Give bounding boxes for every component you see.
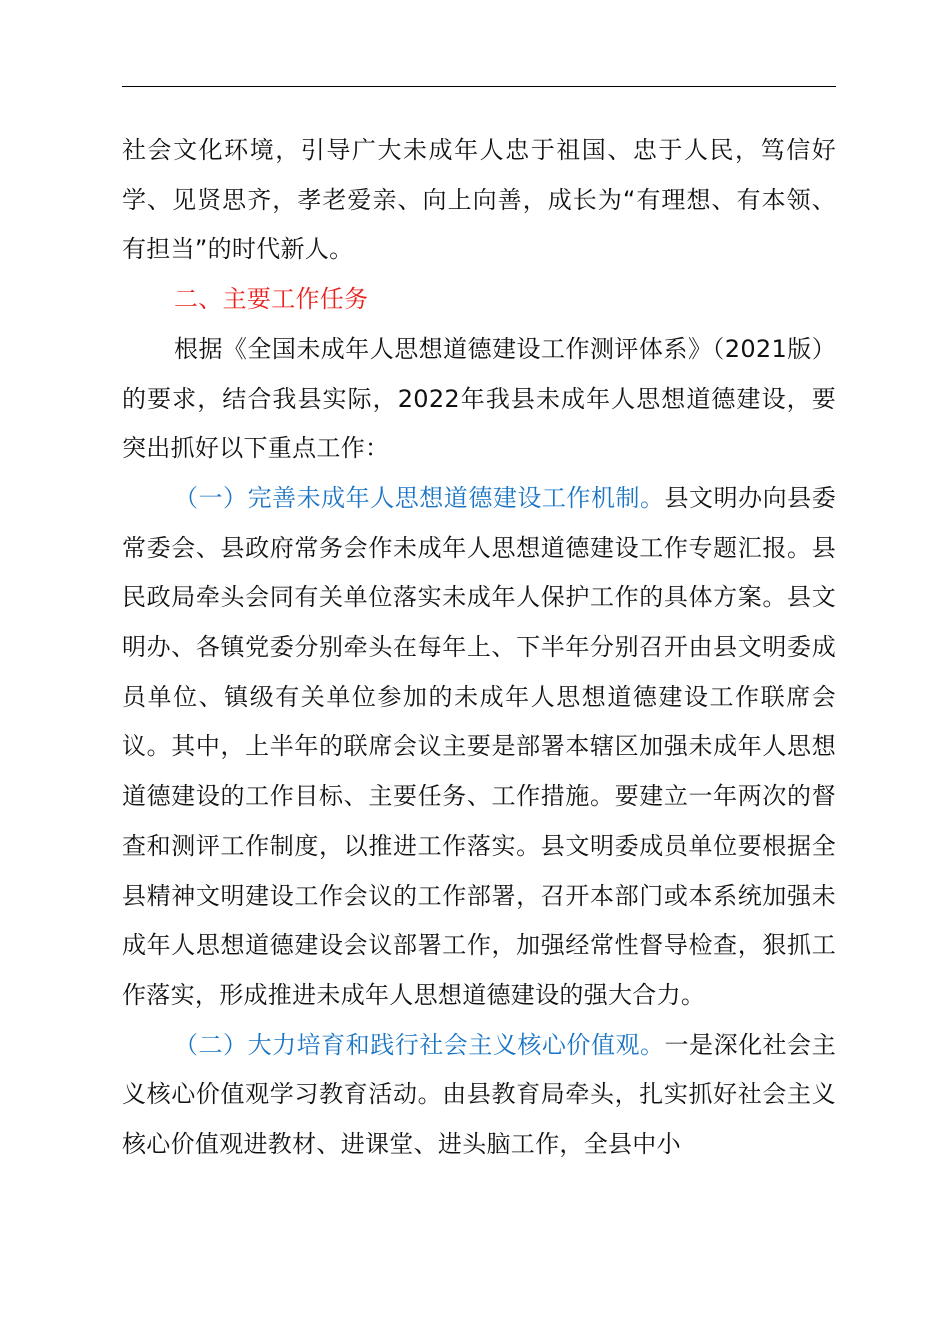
paragraph-mechanism-body: 县文明办向县委常委会、县政府常务会作未成年人思想道德建设工作专题汇报。县民政局牵头会同有关单位落实未成年人保护工作的具体方案。县文明办、各镇党委分别牵头在每年上、下半年分别召开由县文明委成员单位、镇级有关单位参加的未成年人思想道德建设工作联席会议。其中，上半年的联席会议主要是部署本辖区加强未成年人思想道德建设的工作目标、主要任务、工作措施。要建立一年两次的督查和测评工作制度，以推进工作落实。县文明委成员单位要根据全县精神文明建设工作会议的工作部署，召开本部门或本系统加强未成年人思想道德建设会议部署工作，加强经常性督导检查，狠抓工作落实，形成推进未成年人思想道德建设的强大合力。 [122,483,836,1009]
paragraph-mechanism [122,474,836,1021]
subsection-heading-1: （一）完善未成年人思想道德建设工作机制。 [174,483,665,512]
header-rule [122,86,836,87]
document-body [122,126,836,1170]
paragraph-continuation: 社会文化环境，引导广大未成年人忠于祖国、忠于人民，笃信好学、见贤思齐，孝老爱亲、向上向善，成长为“有理想、有本领、有担当”的时代新人。 [122,136,836,264]
paragraph-core-values-body: 一是深化社会主义核心价值观学习教育活动。由县教育局牵头，扎实抓好社会主义核心价值观进教材、进课堂、进头脑工作，全县中小 [122,1030,836,1159]
subsection-heading-2: （二）大力培育和践行社会主义核心价值观。 [174,1030,665,1059]
paragraph-intro: 根据《全国未成年人思想道德建设工作测评体系》（2021版）的要求，结合我县实际，2022年我县未成年人思想道德建设，要突出抓好以下重点工作： [122,334,836,463]
paragraph-core-values [122,1021,836,1170]
section-heading: 二、主要工作任务 [174,285,369,314]
